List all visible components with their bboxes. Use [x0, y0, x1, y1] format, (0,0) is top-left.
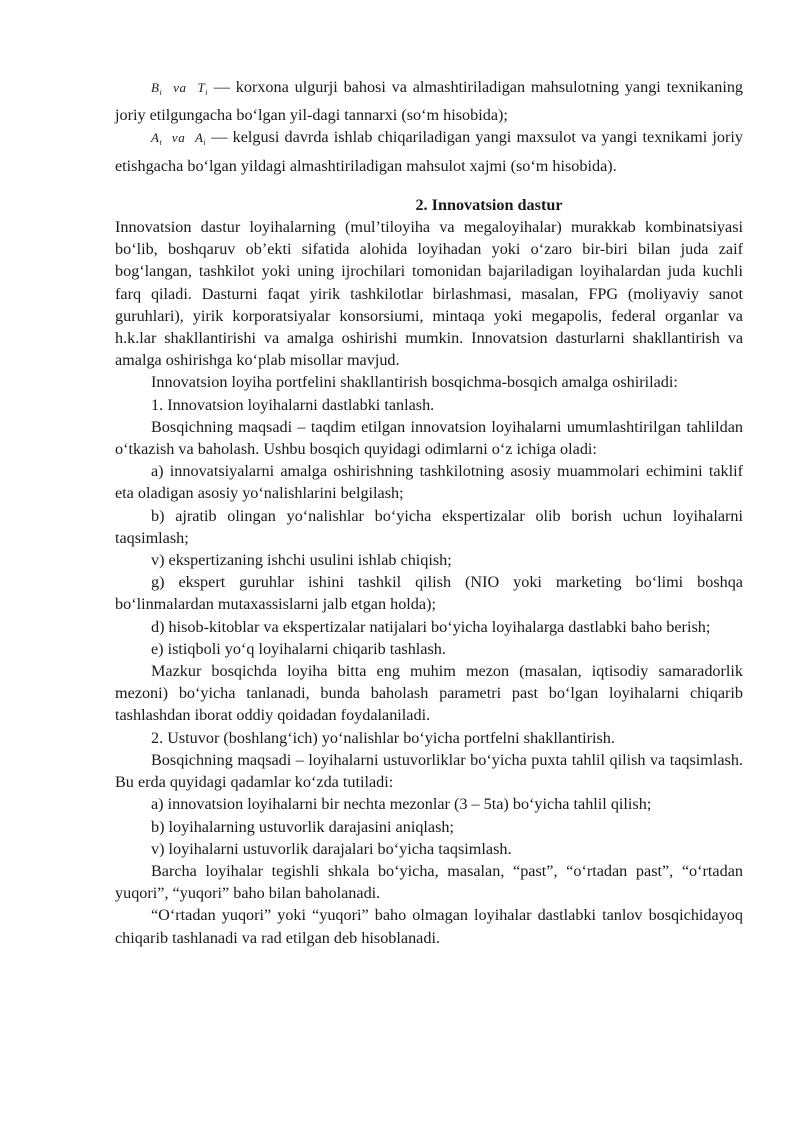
formula-definition-text: — korxona ulgurji bahosi va almashtiriladigan mahsulotning yangi texnikaning joriy etilgungacha bo‘lgan yil-dagi tannarxi (so‘m hisobida); [115, 78, 744, 125]
paragraph: Barcha loyihalar tegishli shkala bo‘yicha, masalan, “past”, “o‘rtadan past”, “o‘rtadan yuqori”, “yuqori” baho bilan baholanadi. [115, 861, 743, 903]
formula-definition [115, 126, 743, 176]
formula-definition-text: — kelgusi davrda ishlab chiqariladigan yangi maxsulot va yangi texnikami joriy etishgacha bo‘lgan yildagi almashtiriladigan mahsulot xajmi (so‘m hisobida). [115, 128, 744, 175]
paragraph: Innovatsion dastur loyihalarning (mul’tiloyiha va megaloyihalar) murakkab kombinatsiyasi bo‘lib, boshqaruv ob’ekti sifatida alohida loyihadan yoki o‘zaro bir-biri bilan juda zaif bog‘langan, tashkilot yoki uning ijrochilari tomonidan bajariladigan loyihalardan juda kuchli farq qiladi. Dasturni faqat yirik tashkilotlar birlashmasi, masalan, FPG (moliyaviy sanot guruhlari), yirik korporatsiyalar konsorsiumi, mintaqa yoki megapolis, federal organlar va h.k.lar shakllantirishi va amalga oshirishi mumkin. Innovatsion dasturlarni shakllantirish va amalga oshirishga ko‘plab misollar mavjud. [115, 218, 743, 370]
paragraph: v) loyihalarni ustuvorlik darajalari bo‘yicha taqsimlash. [151, 839, 512, 858]
paragraph: Innovatsion loyiha portfelini shakllantirish bosqichma-bosqich amalga oshiriladi: [151, 373, 678, 392]
paragraph: g) ekspert guruhlar ishini tashkil qilish (NIO yoki marketing bo‘limi boshqa bo‘linmalardan mutaxassislarni jalb etgan holda); [115, 573, 743, 614]
paragraph: Bosqichning maqsadi – loyihalarni ustuvorliklar bo‘yicha puxta tahlil qilish va taqsimlash. Bu erda quyidagi qadamlar ko‘zda tutiladi: [115, 750, 743, 792]
formula-definition [115, 76, 743, 126]
paragraph: “O‘rtadan yuqori” yoki “yuqori” baho olmagan loyihalar dastlabki tanlov bosqichidayoq chiqarib tashlanadi va rad etilgan deb hisoblanadi. [115, 906, 743, 947]
paragraph: Bosqichning maqsadi – taqdim etilgan innovatsion loyihalarni umumlashtirilgan tahlildan o‘tkazish va baholash. Ushbu bosqich quyidagi odimlarni o‘z ichiga oladi: [115, 417, 743, 459]
paragraph: 2. Ustuvor (boshlang‘ich) yo‘nalishlar bo‘yicha portfelni shakllantirish. [151, 728, 615, 747]
body-text [115, 216, 743, 949]
paragraph: d) hisob-kitoblar va ekspertizalar natijalari bo‘yicha loyihalarga dastlabki baho berish; [151, 617, 711, 636]
paragraph: e) istiqboli yo‘q loyihalarni chiqarib tashlash. [151, 639, 446, 658]
paragraph: 1. Innovatsion loyihalarni dastlabki tanlash. [151, 395, 435, 414]
paragraph: b) loyihalarning ustuvorlik darajasini aniqlash; [151, 817, 455, 836]
paragraph: Mazkur bosqichda loyiha bitta eng muhim mezon (masalan, iqtisodiy samaradorlik mezoni) bo‘yicha tanlanadi, bunda baholash parametri past bo‘lgan loyihalarni chiqarib tashlashdan iborat oddiy qoidadan foydalaniladi. [115, 662, 743, 725]
paragraph: b) ajratib olingan yo‘nalishlar bo‘yicha ekspertizalar olib borish uchun loyihalarni taqsimlash; [115, 506, 743, 547]
paragraph: a) innovatsiyalarni amalga oshirishning tashkilotning asosiy muammolari echimini taklif eta oladigan asosiy yo‘nalishlarini belgilash; [115, 462, 743, 503]
formula-symbol: $B_i$ va $T_i$ [151, 80, 208, 97]
formula-symbol: $A_t$ va $A_i$ [151, 130, 207, 148]
paragraph: a) innovatsion loyihalarni bir nechta mezonlar (3 – 5ta) bo‘yicha tahlil qilish; [151, 795, 652, 814]
paragraph: v) ekspertizaning ishchi usulini ishlab chiqish; [151, 551, 452, 570]
section-title: 2. Innovatsion dastur [415, 195, 563, 214]
